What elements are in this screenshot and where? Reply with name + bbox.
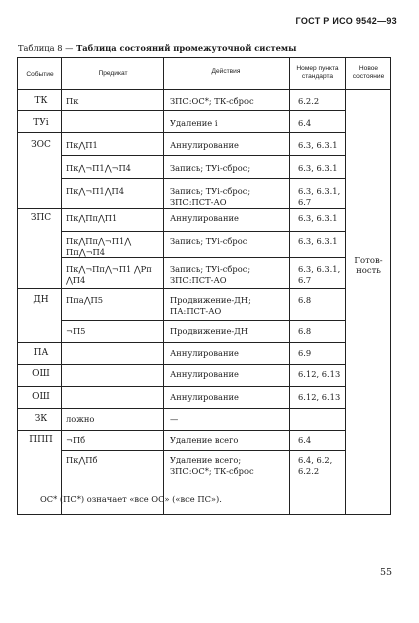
col-divider-4 xyxy=(345,58,346,514)
column-header-clause: Номер пункта стандарта xyxy=(296,65,339,80)
action-cell: Аннулирование xyxy=(170,213,239,223)
clause-cell: 6.3, 6.3.1, xyxy=(298,264,341,274)
action-cell: ЗПС:ОС*; ТК-сброс xyxy=(170,96,254,106)
predicate-cell: ложно xyxy=(66,414,95,424)
action-cell: Аннулирование xyxy=(170,140,239,150)
predicate-cell: Пк⋀¬П1⋀П4 xyxy=(66,186,125,196)
clause-cell: 6.3, 6.3.1 xyxy=(298,140,338,150)
action-cell: Удаление всего; xyxy=(170,455,242,465)
clause-cell-line-2: 6.7 xyxy=(298,275,312,285)
predicate-cell: Пк⋀¬П1⋀¬П4 xyxy=(66,163,131,173)
clause-cell: 6.8 xyxy=(298,326,312,336)
clause-cell: 6.3, 6.3.1 xyxy=(298,236,338,246)
predicate-cell: Ппа⋀П5 xyxy=(66,295,104,305)
predicate-cell: ¬Пб xyxy=(66,435,86,445)
clause-cell: 6.2.2 xyxy=(298,96,320,106)
clause-cell: 6.8 xyxy=(298,295,312,305)
new-state-line-1: Готов- xyxy=(354,256,383,266)
row-rule xyxy=(18,408,345,409)
event-cell: ЗПС xyxy=(30,213,52,223)
action-cell: Продвижение-ДН; xyxy=(170,295,251,305)
row-rule xyxy=(18,132,345,133)
column-header-new-state: Новое состояние xyxy=(352,65,385,80)
action-cell: Запись; ТУі-сброс; xyxy=(170,163,251,173)
event-cell: ППП xyxy=(29,435,53,445)
action-cell-line-2: ЗПС:ПСТ-АО xyxy=(170,197,227,207)
caption-label: Таблица 8 — xyxy=(18,43,74,53)
predicate-cell-line-2: Пп⋀¬П4 xyxy=(66,247,106,257)
event-cell: ЗОС xyxy=(31,140,51,150)
clause-cell-line-2: 6.7 xyxy=(298,197,312,207)
clause-cell: 6.3, 6.3.1 xyxy=(298,163,338,173)
predicate-cell: Пк xyxy=(66,96,79,106)
action-cell: Удаление всего xyxy=(170,435,239,445)
action-cell: — xyxy=(170,414,179,424)
action-cell: Запись; ТУі-сброс; xyxy=(170,264,251,274)
clause-cell: 6.9 xyxy=(298,348,312,358)
row-rule xyxy=(18,208,345,209)
predicate-cell: Пк⋀¬Пп⋀¬П1 ⋀Рп xyxy=(66,264,152,274)
clause-cell: 6.3, 6.3.1 xyxy=(298,213,338,223)
event-cell: ЗК xyxy=(34,414,48,424)
action-cell: Аннулирование xyxy=(170,392,239,402)
action-cell: Запись; ТУі-сброс xyxy=(170,236,248,246)
event-cell: ОШ xyxy=(32,369,50,379)
action-cell-line-2: ЗПС:ПСТ-АО xyxy=(170,275,227,285)
header-rule xyxy=(18,89,390,90)
row-rule xyxy=(18,110,345,111)
action-cell-line-2: ПА:ПСТ-АО xyxy=(170,306,222,316)
clause-cell-line-2: 6.2.2 xyxy=(298,466,320,476)
sub-row-rule xyxy=(61,231,345,232)
clause-cell: 6.12, 6.13 xyxy=(298,369,341,379)
event-cell: ТУі xyxy=(33,118,49,128)
sub-row-rule xyxy=(61,450,345,451)
new-state-cell xyxy=(347,256,390,276)
column-header-predicate: Предикат xyxy=(98,70,128,77)
row-rule xyxy=(18,386,345,387)
action-cell: Аннулирование xyxy=(170,348,239,358)
clause-cell: 6.4, 6.2, xyxy=(298,455,333,465)
predicate-cell: Пк⋀П1 xyxy=(66,140,98,150)
clause-cell: 6.3, 6.3.1, xyxy=(298,186,341,196)
table-caption xyxy=(18,43,296,53)
action-cell: Продвижение-ДН xyxy=(170,326,249,336)
row-rule xyxy=(18,364,345,365)
sub-row-rule xyxy=(61,320,345,321)
predicate-cell: Пк⋀Пп⋀¬П1⋀ xyxy=(66,236,132,246)
caption-title: Таблица состояний промежуточной системы xyxy=(76,43,297,53)
action-cell-line-2: ЗПС:ОС*; ТК-сброс xyxy=(170,466,254,476)
event-cell: ТК xyxy=(34,96,48,106)
new-state-line-2: ность xyxy=(356,266,381,276)
sub-row-rule xyxy=(61,257,345,258)
document-header: ГОСТ Р ИСО 9542—93 xyxy=(295,16,397,26)
event-cell: ОШ xyxy=(32,392,50,402)
event-cell: ДН xyxy=(33,295,49,305)
col-divider-3 xyxy=(289,58,290,514)
row-rule xyxy=(18,342,345,343)
column-header-event: Событие xyxy=(26,71,54,78)
col-divider-2 xyxy=(163,58,164,514)
predicate-cell: Пк⋀Пб xyxy=(66,455,98,465)
state-table xyxy=(17,57,391,515)
page-number: 55 xyxy=(380,567,393,578)
col-divider-1 xyxy=(61,58,62,514)
clause-cell: 6.4 xyxy=(298,435,312,445)
predicate-cell: Пк⋀Пп⋀П1 xyxy=(66,213,118,223)
predicate-cell: ¬П5 xyxy=(66,326,86,336)
footnote: ОС* (ПС*) означает «все ОС» («все ПС»). xyxy=(40,494,222,504)
clause-cell: 6.12, 6.13 xyxy=(298,392,341,402)
row-rule xyxy=(18,430,345,431)
action-cell: Удаление і xyxy=(170,118,218,128)
row-rule xyxy=(18,288,345,289)
action-cell: Аннулирование xyxy=(170,369,239,379)
column-header-actions: Действия xyxy=(211,68,241,75)
action-cell: Запись; ТУі-сброс; xyxy=(170,186,251,196)
sub-row-rule xyxy=(61,155,345,156)
sub-row-rule xyxy=(61,178,345,179)
event-cell: ПА xyxy=(33,348,49,358)
clause-cell: 6.4 xyxy=(298,118,312,128)
predicate-cell-line-2: ⋀П4 xyxy=(66,275,86,285)
